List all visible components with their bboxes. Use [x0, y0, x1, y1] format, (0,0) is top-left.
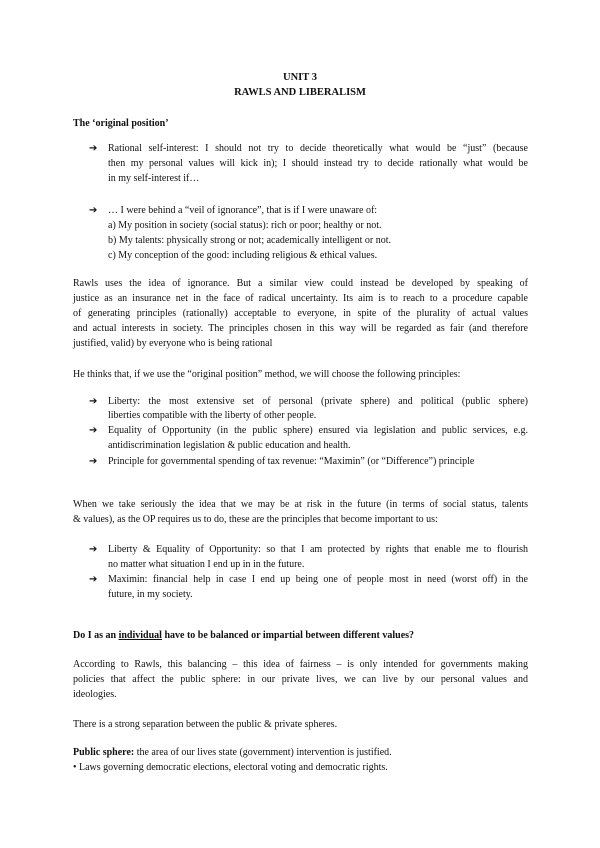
- paragraph-line: According to Rawls, this balancing – this idea of fairness – is only intended for governments making: [73, 659, 528, 670]
- bullet-text-line: in my self-interest if…: [108, 173, 200, 184]
- arrow-bullet-icon: ➔: [89, 544, 98, 555]
- paragraph-line: justice as an insurance net in the face of radical uncertainty. Its aim is to reach to a procedure capable: [73, 293, 528, 304]
- section-heading-individual: Do I as an individual have to be balanced or impartial between different values?: [73, 630, 415, 641]
- veil-of-ignorance-line: … I were behind a “veil of ignorance”, that is if I were unaware of:: [108, 205, 378, 216]
- arrow-bullet-icon: ➔: [89, 396, 98, 407]
- paragraph-line: Rawls uses the idea of ignorance. But a similar view could instead be developed by speaking of: [73, 278, 528, 289]
- paragraph-line: He thinks that, if we use the “original position” method, we will choose the following principles:: [73, 369, 461, 380]
- paragraph-line: & values), as the OP requires us to do, these are the principles that become important to us:: [73, 514, 438, 525]
- unit-label: UNIT 3: [283, 72, 317, 83]
- arrow-bullet-icon: ➔: [89, 574, 98, 585]
- principle-line: Principle for governmental spending of tax revenue: “Maximin” (or “Difference”) principle: [108, 456, 475, 467]
- important-line: future, in my society.: [108, 589, 193, 600]
- paragraph-line: When we take seriously the idea that we may be at risk in the future (in terms of social status, talents: [73, 499, 528, 510]
- principle-line: Liberty: the most extensive set of personal (private sphere) and political (public sphere): [108, 396, 528, 407]
- arrow-bullet-icon: ➔: [89, 143, 98, 154]
- public-sphere-definition: Public sphere: the area of our lives state (government) intervention is justified.: [73, 747, 392, 758]
- principle-line: Equality of Opportunity (in the public sphere) ensured via legislation and public services, e.g.: [108, 425, 528, 436]
- arrow-bullet-icon: ➔: [89, 425, 98, 436]
- list-item: a) My position in society (social status): rich or poor; healthy or not.: [108, 220, 382, 231]
- important-line: no matter what situation I end up in in the future.: [108, 559, 305, 570]
- list-item: b) My talents: physically strong or not; academically intelligent or not.: [108, 235, 391, 246]
- paragraph-line: ideologies.: [73, 689, 117, 700]
- paragraph-line: and actual interests in society. The principles chosen in this way will be regarded as fair (and therefore: [73, 323, 528, 334]
- paragraph-line: of generating principles (rationally) acceptable to everyone, in spite of the plurality of actual values: [73, 308, 528, 319]
- bullet-text-line: then my personal values will kick in); I should instead try to decide rationally what would be: [108, 158, 528, 169]
- arrow-bullet-icon: ➔: [89, 205, 98, 216]
- section-heading-original-position: The ‘original position’: [73, 118, 169, 129]
- important-line: Liberty & Equality of Opportunity: so that I am protected by rights that enable me to flourish: [108, 544, 528, 555]
- paragraph-line: There is a strong separation between the public & private spheres.: [73, 719, 338, 730]
- paragraph-line: policies that affect the public sphere: in our private lives, we can live by our personal values and: [73, 674, 528, 685]
- bullet-text-line: Rational self-interest: I should not try to decide theoretically what would be “just” (because: [108, 143, 528, 154]
- important-line: Maximin: financial help in case I end up being one of people most in need (worst off) in the: [108, 574, 528, 585]
- list-item: c) My conception of the good: including religious & ethical values.: [108, 250, 378, 261]
- list-item: • Laws governing democratic elections, electoral voting and democratic rights.: [73, 762, 388, 773]
- paragraph-line: justified, valid) by everyone who is being rational: [73, 338, 273, 349]
- principle-line: antidiscrimination legislation & public education and health.: [108, 440, 351, 451]
- arrow-bullet-icon: ➔: [89, 456, 98, 467]
- document-title: RAWLS AND LIBERALISM: [234, 87, 366, 98]
- principle-line: liberties compatible with the liberty of other people.: [108, 410, 317, 421]
